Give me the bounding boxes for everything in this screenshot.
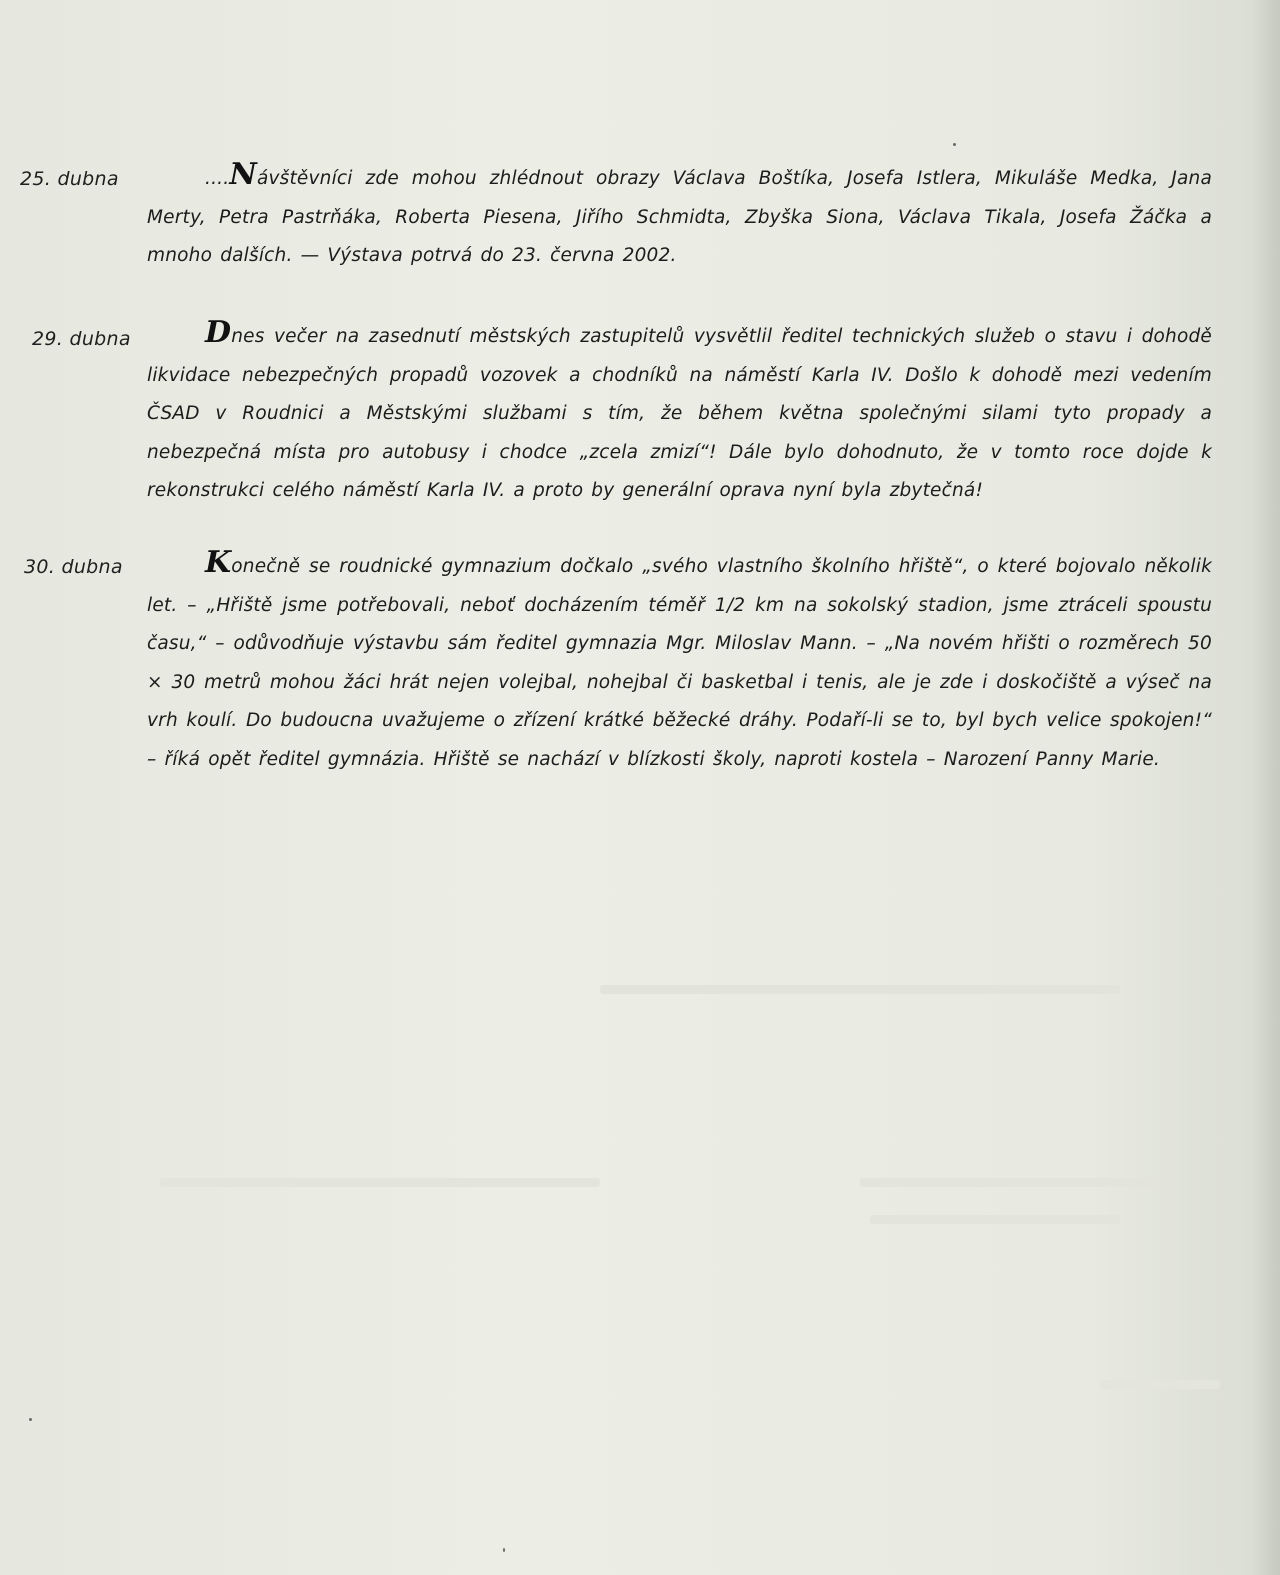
entry-body: nes večer na zasednutí městských zastupitelů vysvětlil ředitel technických služeb o stavu i dohodě likvidace nebezpečných propadů vozovek a chodníků na náměstí Karla IV. Došlo k dohodě mezi vedením ČSAD v Roudnici a Městskými službami s tím, že během května společnými silami tyto propady a nebezpečná místa pro autobusy i chodce „zcela zmizí“! Dále bylo dohodnuto, že v tomto roce dojde k rekonstrukci celého náměstí Karla IV. a proto by generální oprava nyní byla zbytečná! <box>147 326 1212 501</box>
entry-text <box>147 545 1212 779</box>
paper-speck <box>29 1418 32 1421</box>
entry-date: 30. dubna <box>24 556 123 578</box>
entry-initial: N <box>229 157 257 192</box>
entry-body: ávštěvníci zde mohou zhlédnout obrazy Václava Boštíka, Josefa Istlera, Mikuláše Medka, Jana Merty, Petra Pastrňáka, Roberta Piesena, Jiřího Schmidta, Zbyška Siona, Václava Tikala, Josefa Žáčka a mnoho dalších. — Výstava potrvá do 23. června 2002. <box>147 168 1212 266</box>
entry-lead: .... <box>205 168 230 189</box>
entry-initial: D <box>205 315 232 350</box>
entry-text <box>147 157 1212 276</box>
page-edge-shadow <box>1252 0 1280 1575</box>
entry-date: 25. dubna <box>20 168 119 190</box>
entry-initial: K <box>205 545 232 580</box>
entry-body: onečně se roudnické gymnazium dočkalo „svého vlastního školního hřiště“, o které bojovalo několik let. – „Hřiště jsme potřebovali, neboť docházením téměř 1/2 km na sokolský stadion, jsme ztráceli spoustu času,“ – odůvodňuje výstavbu sám ředitel gymnazia Mgr. Miloslav Mann. – „Na novém hřišti o rozměrech 50 × 30 metrů mohou žáci hrát nejen volejbal, nohejbal či basketbal i tenis, ale je zde i doskočiště a výseč na vrh koulí. Do budoucna uvažujeme o zřízení krátké běžecké dráhy. Podaří-li se to, byl bych velice spokojen!“ – říká opět ředitel gymnázia. Hřiště se nachází v blízkosti školy, naproti kostela – Narození Panny Marie. <box>147 556 1212 770</box>
entry-date: 29. dubna <box>32 328 131 350</box>
paper-speck <box>503 1548 505 1552</box>
paper-speck <box>953 143 956 146</box>
entry-text <box>147 315 1212 511</box>
